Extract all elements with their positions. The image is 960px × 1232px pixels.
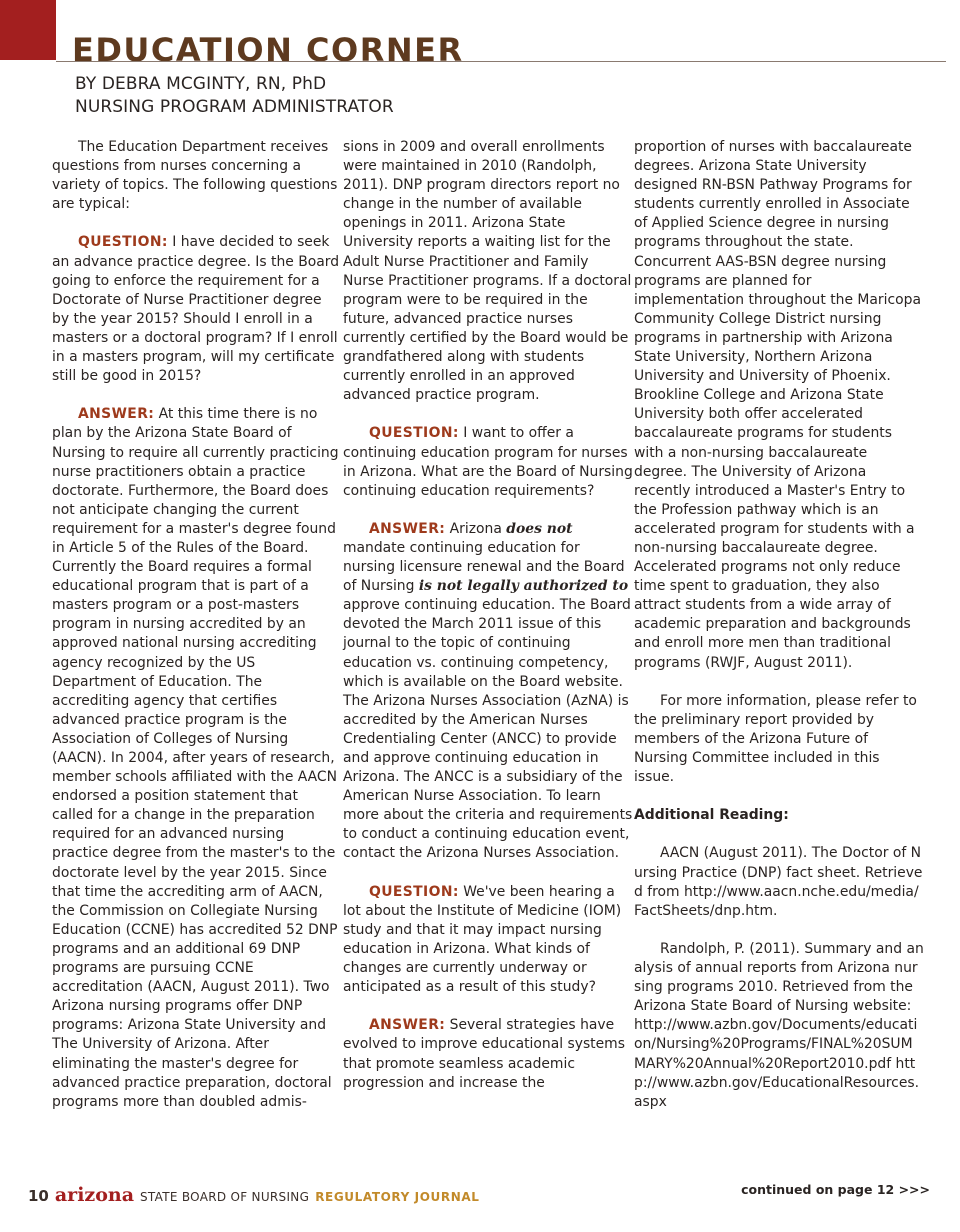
answer-1-continued: sions in 2009 and overall enrollments were maintained in 2010 (Randolph, 2011). DNP program directors report no change in the number of available openings in 2011. Arizona State University reports a waiting list for the Adult Nurse Practitioner and Family Nurse Practitioner programs. If a doctoral program were to be required in the future, advanced practice nurses currently certified by the Board would be grandfathered along with students currently enrolled in an approved advanced practice program.: [343, 139, 632, 404]
question-label: QUESTION:: [78, 234, 168, 251]
answer-1: ANSWER: At this time there is no plan by the Arizona State Board of Nursing to require all currently practicing nurse practitioners obtain a practice doctorate. Furthermore, the Board does not anticipate changing the current requirement for a master's degree found in Article 5 of the Rules of the Board. Currently the Board requires a formal educational program that is part of a masters program or a post-masters program in nursing accredited by an approved national nursing accrediting agency recognized by the US Department of Education. The accrediting agency that certifies advanced practice program is the Association of Colleges of Nursing (AACN). In 2004, after years of research, member schools affiliated with the AACN endorsed a position statement that called for a change in the preparation required for an advanced nursing practice degree from the master's to the doctorate level by the year 2015. Since that time the accrediting arm of AACN, the Commission on Collegiate Nursing Education (CCNE) has accredited 52 DNP programs and an additional 69 DNP programs are pursuing CCNE accreditation (AACN, August 2011). Two Arizona nursing programs offer DNP programs: Arizona State University and The University of Arizona. After eliminating the master's degree for advanced practice preparation, doctoral programs more than doubled admis-: [52, 406, 339, 1110]
question-2: QUESTION: I want to offer a continuing education program for nurses in Arizona. What are the Board of Nursing continuing education requirements?: [343, 425, 633, 499]
intro-paragraph: The Education Department receives questions from nurses concerning a variety of topics. The following questions are typical:: [52, 139, 338, 213]
reference-2: Randolph, P. (2011). Summary and analysis of annual reports from Arizona nursing programs 2010. Retrieved from the Arizona State Board of Nursing website: http://www.azbn.gov/Documents/education/Nursing%20Programs/FINAL%20SUMMARY%20Annual%20Report2010.pdf http://www.azbn.gov/EducationalResources.aspx: [634, 940, 924, 1110]
column-2: [343, 138, 633, 1093]
additional-reading-heading: Additional Reading:: [634, 807, 789, 824]
more-info-paragraph: For more information, please refer to the preliminary report provided by members of the Arizona Future of Nursing Committee included in this issue.: [634, 692, 917, 786]
journal-name: REGULATORY JOURNAL: [315, 1190, 480, 1204]
header-divider: [56, 61, 946, 62]
page-title: EDUCATION CORNER: [72, 31, 464, 69]
byline-role: NURSING PROGRAM ADMINISTRATOR: [75, 97, 394, 117]
page-footer: [28, 1184, 480, 1212]
emphasis-not-authorized: is not legally authorized to: [418, 578, 629, 595]
question-1: QUESTION: I have decided to seek an advance practice degree. Is the Board going to enforce the requirement for a Doctorate of Nurse Practitioner degree by the year 2015? Should I enroll in a masters or a doctoral program? If I enroll in a masters program, will my certificate still be good in 2015?: [52, 234, 340, 385]
answer-label: ANSWER:: [369, 520, 446, 537]
answer-label: ANSWER:: [369, 1017, 446, 1034]
column-3: [634, 138, 924, 1112]
board-name: STATE BOARD OF NURSING: [140, 1190, 310, 1204]
answer-3-continued: proportion of nurses with baccalaureate degrees. Arizona State University designed RN-BSN Pathway Programs for students currently enrolled in Associate of Applied Science degree in nursing programs throughout the state. Concurrent AAS-BSN degree nursing programs are planned for implementation throughout the Maricopa Community College District nursing programs in partnership with Arizona State University, Northern Arizona University and University of Phoenix. Brookline College and Arizona State University both offer accelerated baccalaureate programs for students with a non-nursing baccalaureate degree. The University of Arizona recently introduced a Master's Entry to the Profession pathway which is an accelerated program for students with a non-nursing baccalaureate degree. Accelerated programs not only reduce time spent to graduation, they also attract students from a wide array of academic preparation and backgrounds and enroll more men than traditional programs (RWJF, August 2011).: [634, 139, 921, 671]
reference-1: AACN (August 2011). The Doctor of Nursing Practice (DNP) fact sheet. Retrieved from http://www.aacn.nche.edu/media/FactSheets/dnp.htm.: [634, 845, 923, 919]
column-1: [52, 138, 342, 1112]
answer-2: ANSWER: Arizona does not mandate continuing education for nursing licensure renewal and the Board of Nursing is not legally authorized to approve continuing education. The Board devoted the March 2011 issue of this journal to the topic of continuing education vs. continuing competency, which is available on the Board website. The Arizona Nurses Association (AzNA) is accredited by the American Nurses Credentialing Center (ANCC) to provide and approve continuing education in Arizona. The ANCC is a subsidiary of the American Nurse Association. To learn more about the criteria and requirements to conduct a continuing education event, contact the Arizona Nurses Association.: [343, 520, 633, 862]
byline-author: BY DEBRA MCGINTY, RN, PhD: [75, 74, 327, 94]
byline: [75, 73, 394, 119]
answer-label: ANSWER:: [78, 406, 155, 423]
question-label: QUESTION:: [369, 883, 459, 900]
page-number: 10: [28, 1187, 49, 1205]
answer-3: ANSWER: Several strategies have evolved to improve educational systems that promote seamless academic progression and increase the: [343, 1017, 625, 1091]
question-3: QUESTION: We've been hearing a lot about the Institute of Medicine (IOM) study and that it may impact nursing education in Arizona. What kinds of changes are currently underway or anticipated as a result of this study?: [343, 883, 622, 996]
emphasis-does-not: does not: [506, 520, 573, 537]
journal-brand: arizona: [54, 1184, 135, 1206]
question-label: QUESTION:: [369, 425, 459, 442]
continued-note: continued on page 12 >>>: [741, 1182, 930, 1197]
header-color-block: [0, 0, 56, 60]
